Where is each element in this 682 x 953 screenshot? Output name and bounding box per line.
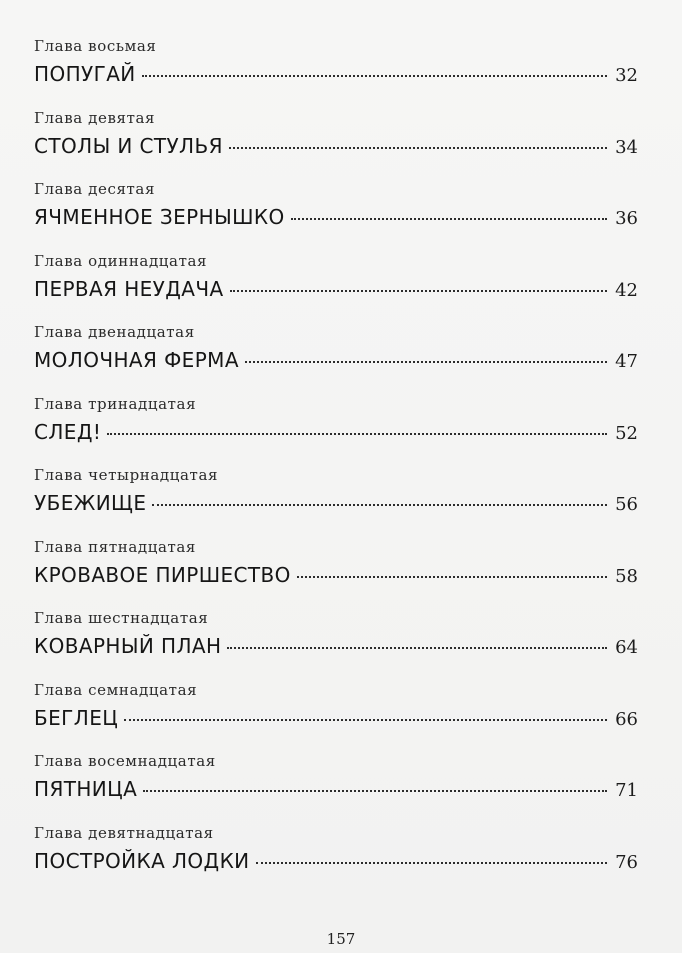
- chapter-label: Глава двенадцатая: [34, 323, 195, 341]
- page-number: 157: [326, 930, 356, 948]
- chapter-title: МОЛОЧНАЯ ФЕРМА: [34, 348, 239, 372]
- chapter-label: Глава четырнадцатая: [34, 466, 219, 484]
- chapter-page-number: 36: [615, 208, 638, 229]
- toc-title-row: [34, 777, 638, 803]
- toc-entry: [34, 538, 638, 610]
- toc-entry: [34, 323, 638, 395]
- table-of-contents: [34, 37, 638, 895]
- toc-entry: [34, 180, 638, 252]
- chapter-page-number: 58: [615, 565, 638, 587]
- chapter-page-number: 71: [615, 780, 638, 801]
- chapter-label: Глава десятая: [34, 180, 156, 198]
- toc-entry: [34, 252, 638, 324]
- toc-entry: [34, 609, 638, 681]
- chapter-page-number: 56: [615, 494, 638, 515]
- toc-entry: [34, 466, 638, 538]
- chapter-title: СТОЛЫ И СТУЛЬЯ: [34, 133, 223, 158]
- chapter-label: Глава тринадцатая: [34, 394, 197, 413]
- dot-leader: [229, 147, 607, 149]
- toc-title-row: [34, 62, 638, 88]
- dot-leader: [256, 862, 608, 864]
- toc-title-row: [34, 491, 638, 517]
- chapter-title: ЯЧМЕННОЕ ЗЕРНЫШКО: [34, 205, 285, 229]
- chapter-title: ПЯТНИЦА: [34, 777, 138, 801]
- dot-leader: [142, 75, 607, 77]
- toc-title-row: [34, 420, 638, 446]
- toc-title-row: [34, 205, 638, 231]
- chapter-page-number: 32: [615, 65, 638, 86]
- dot-leader: [297, 576, 607, 578]
- toc-title-row: [34, 563, 638, 589]
- toc-title-row: [34, 348, 638, 374]
- dot-leader: [291, 218, 607, 220]
- toc-title-row: [34, 849, 638, 875]
- chapter-title: КРОВАВОЕ ПИРШЕСТВО: [34, 562, 291, 587]
- chapter-page-number: 42: [615, 279, 638, 301]
- chapter-title: БЕГЛЕЦ: [34, 705, 119, 730]
- dot-leader: [152, 504, 607, 506]
- chapter-page-number: 76: [615, 851, 638, 873]
- dot-leader: [227, 647, 607, 649]
- toc-entry: [34, 109, 638, 181]
- toc-entry: [34, 681, 638, 753]
- chapter-title: УБЕЖИЩЕ: [34, 491, 147, 515]
- toc-entry: [34, 824, 638, 896]
- toc-entry: [34, 752, 638, 824]
- chapter-label: Глава семнадцатая: [34, 680, 198, 699]
- toc-title-row: [34, 634, 638, 660]
- chapter-title: СЛЕД!: [34, 419, 102, 444]
- dot-leader: [143, 790, 607, 792]
- dot-leader: [245, 361, 607, 363]
- toc-title-row: [34, 277, 638, 303]
- toc-entry: [34, 395, 638, 467]
- chapter-label: Глава девятая: [34, 108, 156, 127]
- chapter-page-number: 66: [615, 708, 638, 730]
- chapter-title: ПОСТРОЙКА ЛОДКИ: [34, 848, 250, 873]
- chapter-page-number: 64: [615, 637, 638, 658]
- chapter-page-number: 52: [615, 422, 638, 444]
- chapter-page-number: 47: [615, 351, 638, 372]
- chapter-title: КОВАРНЫЙ ПЛАН: [34, 634, 222, 658]
- dot-leader: [124, 719, 607, 721]
- chapter-page-number: 34: [615, 136, 638, 158]
- chapter-label: Глава шестнадцатая: [34, 609, 209, 627]
- chapter-label: Глава восемнадцатая: [34, 752, 216, 770]
- toc-title-row: [34, 134, 638, 160]
- chapter-title: ПОПУГАЙ: [34, 62, 136, 86]
- chapter-title: ПЕРВАЯ НЕУДАЧА: [34, 276, 224, 301]
- toc-entry: [34, 37, 638, 109]
- chapter-label: Глава одиннадцатая: [34, 251, 208, 270]
- dot-leader: [107, 433, 607, 435]
- toc-title-row: [34, 706, 638, 732]
- chapter-label: Глава пятнадцатая: [34, 537, 196, 556]
- chapter-label: Глава восьмая: [34, 37, 157, 55]
- dot-leader: [230, 290, 608, 292]
- chapter-label: Глава девятнадцатая: [34, 823, 214, 842]
